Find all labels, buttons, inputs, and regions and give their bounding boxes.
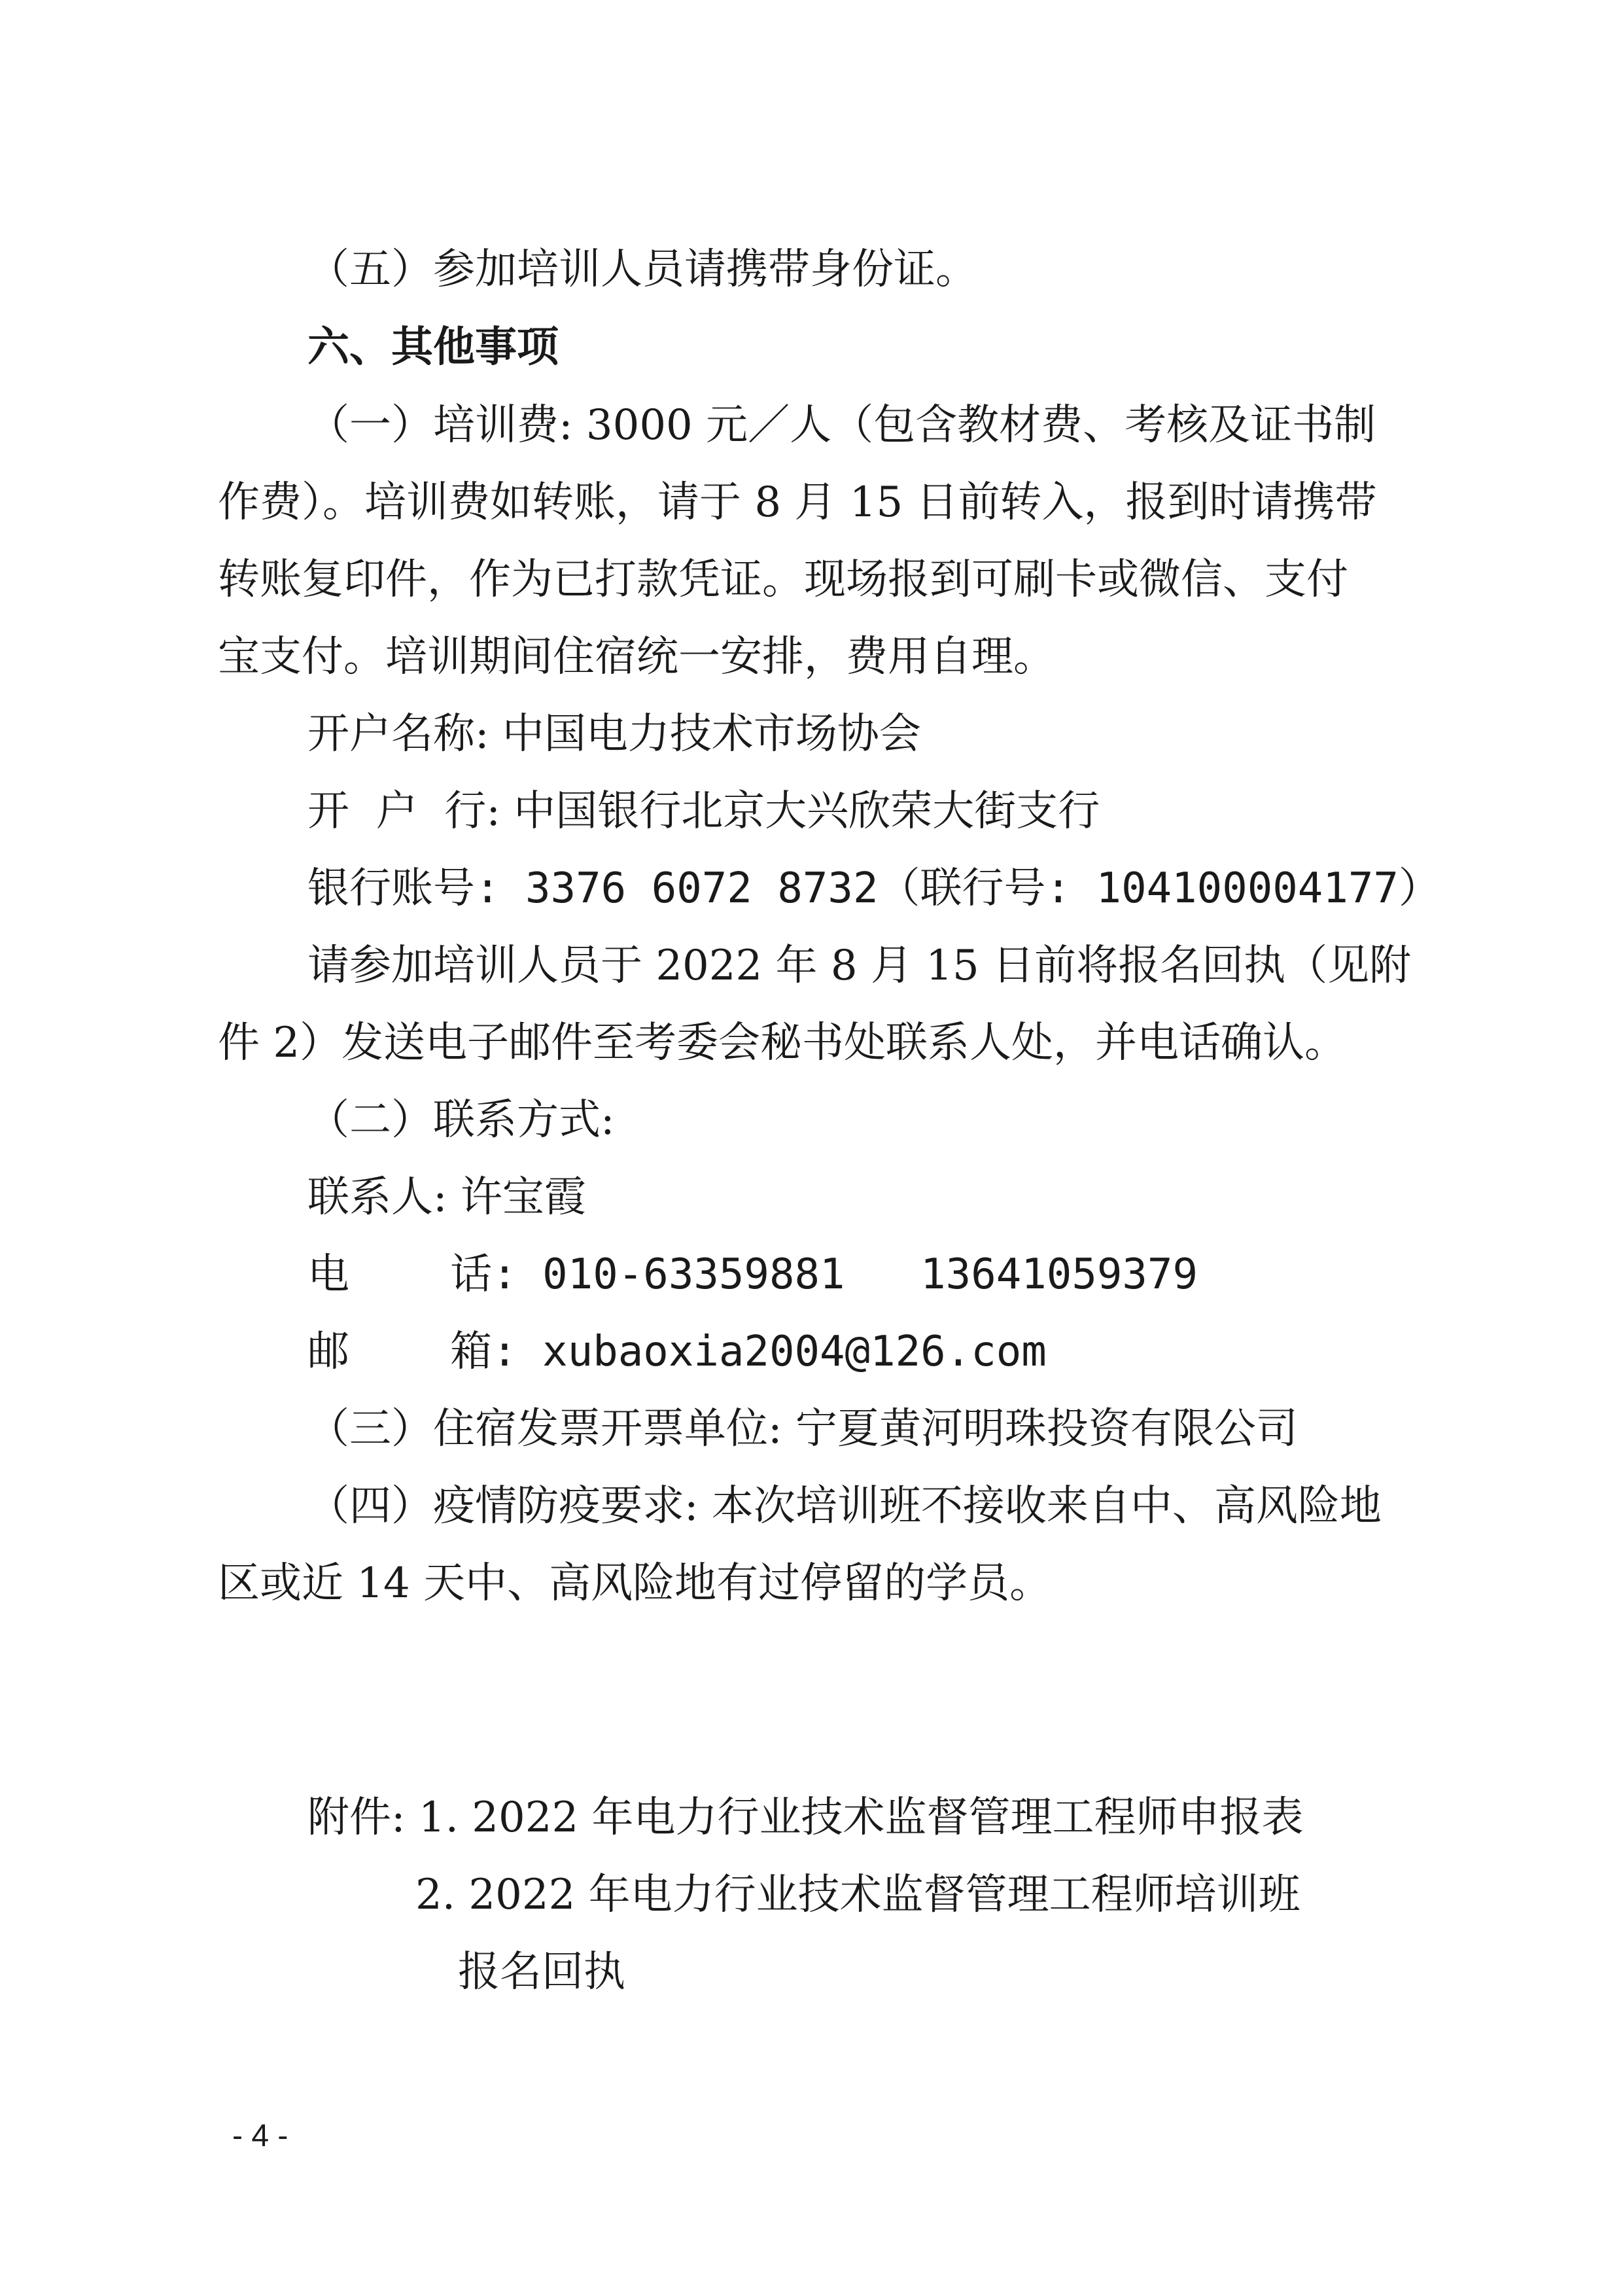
item-5-id-card: （五）参加培训人员请携带身份证。 [307,245,977,294]
contact-email: 邮 箱: xubaoxia2004@126.com [307,1328,1047,1376]
training-fee-line-1: （一）培训费: 3000 元／人（包含教材费、考核及证书制 [307,401,1376,450]
attachment-2-continued: 报名回执 [458,1948,625,1996]
epidemic-line-1: （四）疫情防疫要求: 本次培训班不接收来自中、高风险地 [307,1482,1382,1530]
attachment-1: 附件: 1. 2022 年电力行业技术监督管理工程师申报表 [307,1793,1304,1842]
page-number: - 4 - [232,2119,288,2153]
contact-phone: 电 话: 010-63359881 13641059379 [307,1250,1198,1299]
registration-line-1: 请参加培训人员于 2022 年 8 月 15 日前将报名回执（见附 [307,942,1412,990]
training-fee-line-3: 转账复印件，作为已打款凭证。现场报到可刷卡或微信、支付 [218,556,1348,604]
contact-person: 联系人: 许宝霞 [307,1173,586,1222]
attachment-2: 2. 2022 年电力行业技术监督管理工程师培训班 [415,1871,1300,1919]
section-6-heading: 六、其他事项 [307,323,559,372]
bank-account: 银行账号: 3376 6072 8732（联行号: 104100004177） [307,864,1440,913]
training-fee-line-2: 作费）。培训费如转账，请于 8 月 15 日前转入，报到时请携带 [218,478,1377,527]
training-fee-line-4: 宝支付。培训期间住宿统一安排，费用自理。 [218,633,1055,681]
account-name: 开户名称: 中国电力技术市场协会 [307,710,921,758]
contact-heading: （二）联系方式: [307,1096,615,1144]
registration-line-2: 件 2）发送电子邮件至考委会秘书处联系人处，并电话确认。 [218,1019,1347,1067]
invoice-unit: （三）住宿发票开票单位: 宁夏黄河明珠投资有限公司 [307,1405,1298,1453]
epidemic-line-2: 区或近 14 天中、高风险地有过停留的学员。 [218,1559,1052,1608]
bank-name: 开 户 行: 中国银行北京大兴欣荣大街支行 [307,787,1100,836]
